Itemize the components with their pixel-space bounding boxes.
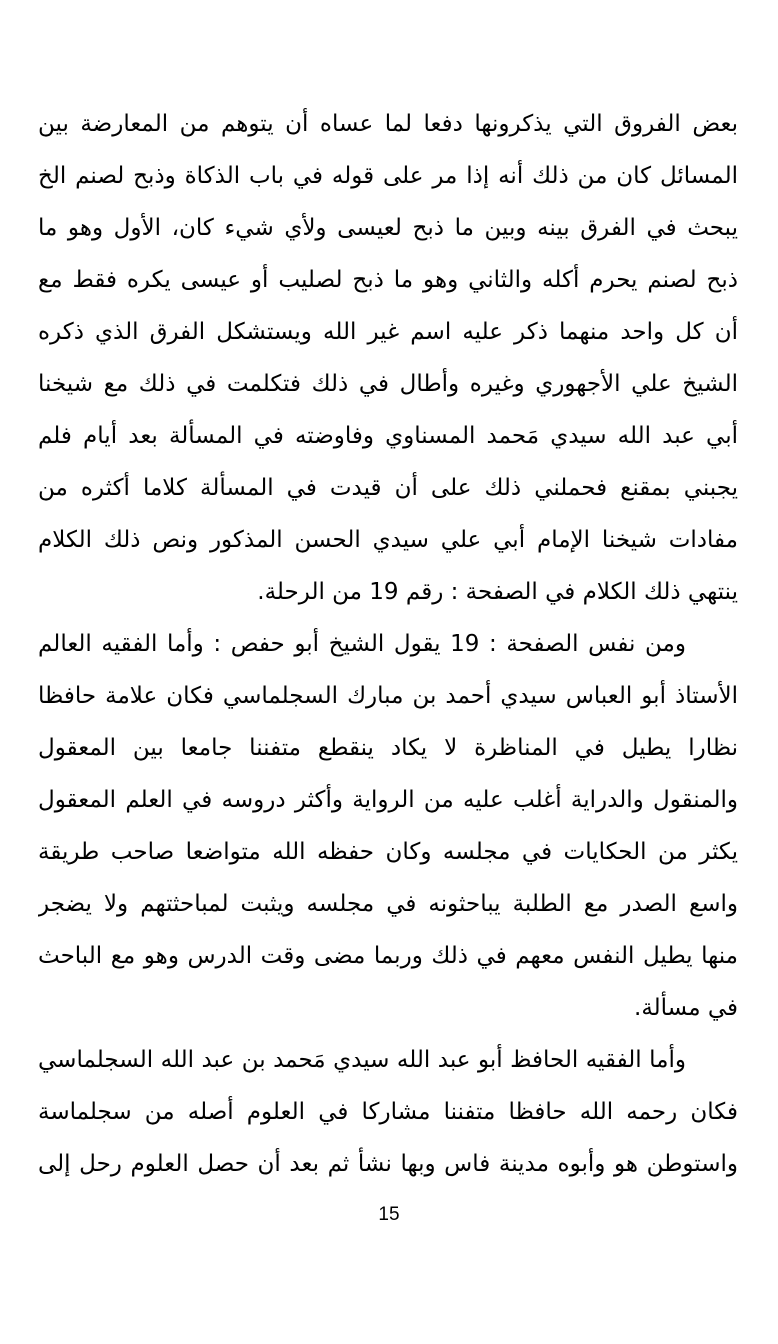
body-text <box>38 98 738 1190</box>
text-line: نظارا يطيل في المناظرة لا يكاد ينقطع متفننا جامعا بين المعقول <box>38 735 738 761</box>
text-line: المسائل كان من ذلك أنه إذا مر على قوله في باب الذكاة وذبح لصنم الخ <box>38 163 738 189</box>
text-line: واستوطن هو وأبوه مدينة فاس وبها نشأ ثم بعد أن حصل العلوم رحل إلى <box>38 1151 738 1177</box>
text-line: والمنقول والدراية أغلب عليه من الرواية وأكثر دروسه في العلم المعقول <box>38 787 738 813</box>
text-line: أبي عبد الله سيدي مَحمد المسناوي وفاوضته في المسألة بعد أيام فلم <box>38 423 738 449</box>
text-line: واسع الصدر مع الطلبة يباحثونه في مجلسه ويثبت لمباحثتهم ولا يضجر <box>38 891 738 917</box>
text-line: الأستاذ أبو العباس سيدي أحمد بن مبارك السجلماسي فكان علامة حافظا <box>38 683 738 709</box>
text-line: يبحث في الفرق بينه وبين ما ذبح لعيسى ولأي شيء كان، الأول وهو ما <box>38 215 738 241</box>
text-line: يجبني بمقنع فحملني ذلك على أن قيدت في المسألة كلاما أكثره من <box>38 475 738 501</box>
text-line: أن كل واحد منهما ذكر عليه اسم غير الله ويستشكل الفرق الذي ذكره <box>38 319 738 345</box>
text-line: الشيخ علي الأجهوري وغيره وأطال في ذلك فتكلمت في ذلك مع شيخنا <box>38 371 738 397</box>
text-line: يكثر من الحكايات في مجلسه وكان حفظه الله متواضعا صاحب طريقة <box>38 839 738 865</box>
text-line: فكان رحمه الله حافظا متفننا مشاركا في العلوم أصله من سجلماسة <box>38 1099 738 1125</box>
text-line: مفادات شيخنا الإمام أبي علي سيدي الحسن المذكور ونص ذلك الكلام <box>38 527 738 553</box>
text-line: ومن نفس الصفحة : 19 يقول الشيخ أبو حفص : وأما الفقيه العالم <box>38 631 686 657</box>
text-line: منها يطيل النفس معهم في ذلك وربما مضى وقت الدرس وهو مع الباحث <box>38 943 738 969</box>
text-line: بعض الفروق التي يذكرونها دفعا لما عساه أن يتوهم من المعارضة بين <box>38 111 738 137</box>
text-line: ذبح لصنم يحرم أكله والثاني وهو ما ذبح لصليب أو عيسى يكره فقط مع <box>38 267 738 293</box>
text-line: في مسألة. <box>634 995 738 1021</box>
page-number: 15 <box>378 1204 400 1225</box>
text-line: وأما الفقيه الحافظ أبو عبد الله سيدي مَحمد بن عبد الله السجلماسي <box>38 1047 686 1073</box>
text-line: ينتهي ذلك الكلام في الصفحة : رقم 19 من الرحلة. <box>257 579 738 605</box>
